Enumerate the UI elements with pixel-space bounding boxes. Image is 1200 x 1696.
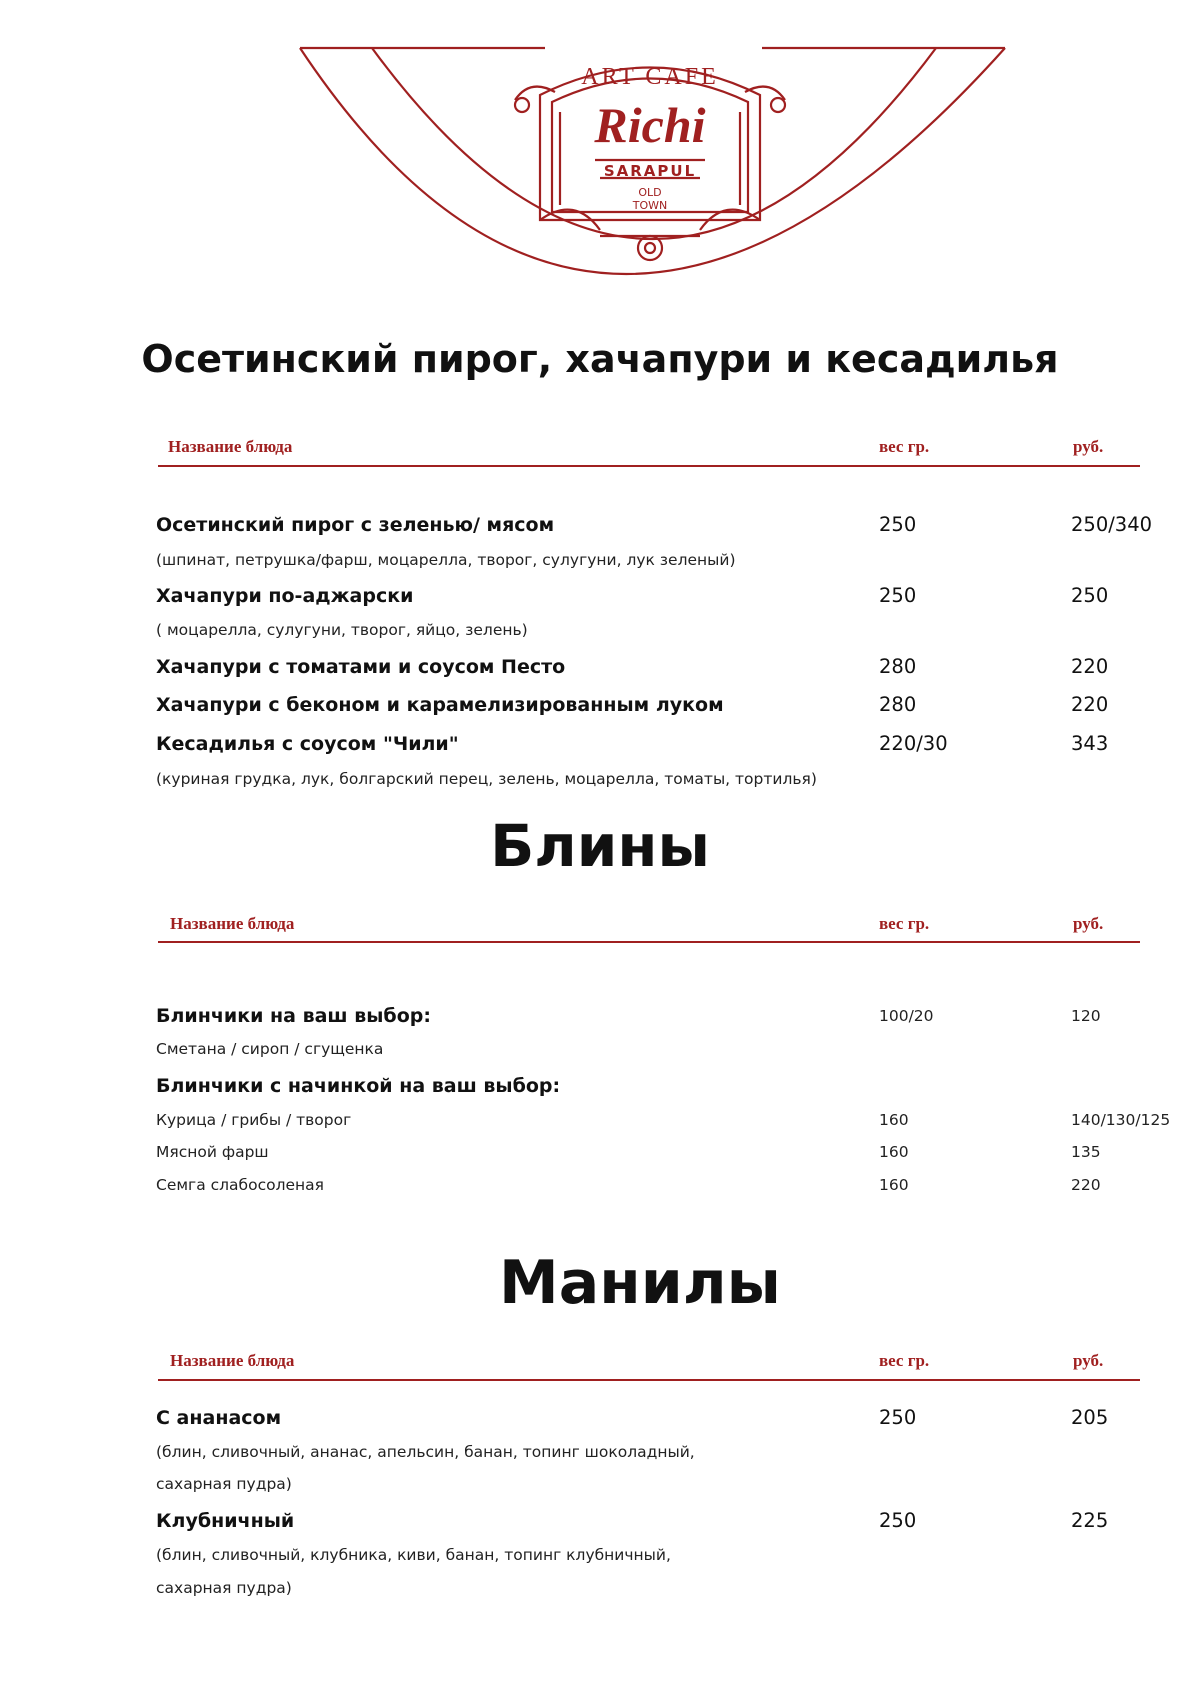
item-name: Хачапури по-аджарски [156,585,414,607]
section-title: Осетинский пирог, хачапури и кесадилья [141,337,1059,381]
item-price: 120 [1071,1007,1101,1025]
item-name: Кесадилья с соусом "Чили" [156,733,459,755]
item-name: Семга слабосоленая [156,1176,324,1194]
header-rule [158,1379,1140,1381]
item-weight: 280 [879,693,917,716]
item-weight: 160 [879,1143,909,1161]
item-name: Блинчики на ваш выбор: [156,1005,431,1027]
header-weight: вес гр. [879,1351,930,1370]
item-price: 135 [1071,1143,1101,1161]
header-price: руб. [1073,914,1104,933]
logo-sub1: OLD [638,186,662,199]
item-price: 250 [1071,584,1109,607]
item-desc: (куриная грудка, лук, болгарский перец, зелень, моцарелла, томаты, тортилья) [156,770,817,788]
header-rule [158,465,1140,467]
item-desc: (блин, сливочный, клубника, киви, банан, топинг клубничный, [156,1546,671,1564]
logo-top-text: ART CAFE [581,64,719,90]
header-price: руб. [1073,1351,1104,1370]
item-weight: 250 [879,584,917,607]
logo-name: Richi [594,97,706,153]
item-price: 343 [1071,732,1109,755]
logo-sub2: TOWN [632,199,668,212]
item-weight: 250 [879,1509,917,1532]
item-price: 225 [1071,1509,1109,1532]
item-weight: 160 [879,1111,909,1129]
item-name: Мясной фарш [156,1143,269,1161]
item-desc: сахарная пудра) [156,1579,292,1597]
item-name: Осетинский пирог с зеленью/ мясом [156,514,555,536]
header-name: Название блюда [170,1351,295,1370]
item-desc: Сметана / сироп / сгущенка [156,1040,384,1058]
header-price: руб. [1073,437,1104,456]
item-name: Хачапури с томатами и соусом Песто [156,656,566,678]
item-name: Курица / грибы / творог [156,1111,352,1129]
item-desc: ( моцарелла, сулугуни, творог, яйцо, зелень) [156,621,528,639]
header-name: Название блюда [170,914,295,933]
logo-city: SARAPUL [603,162,697,180]
item-name: Клубничный [156,1510,295,1532]
section-title: Блины [490,812,710,880]
item-name: С ананасом [156,1407,282,1429]
item-weight: 220/30 [879,732,948,755]
item-weight: 250 [879,513,917,536]
item-weight: 100/20 [879,1007,934,1025]
section-title: Манилы [499,1248,781,1318]
item-desc: сахарная пудра) [156,1475,292,1493]
header-rule [158,941,1140,943]
item-weight: 280 [879,655,917,678]
cafe-logo [0,0,1200,300]
item-price: 220 [1071,655,1109,678]
item-name: Блинчики с начинкой на ваш выбор: [156,1075,561,1097]
item-price: 205 [1071,1406,1109,1429]
item-price: 220 [1071,693,1109,716]
header-name: Название блюда [168,437,293,456]
header-weight: вес гр. [879,437,930,456]
item-desc: (блин, сливочный, ананас, апельсин, банан, топинг шоколадный, [156,1443,695,1461]
item-desc: (шпинат, петрушка/фарш, моцарелла, творог, сулугуни, лук зеленый) [156,551,736,569]
item-price: 250/340 [1071,513,1153,536]
item-name: Хачапури с беконом и карамелизированным луком [156,694,724,716]
item-price: 220 [1071,1176,1101,1194]
item-weight: 160 [879,1176,909,1194]
item-price: 140/130/125 [1071,1111,1171,1129]
header-weight: вес гр. [879,914,930,933]
item-weight: 250 [879,1406,917,1429]
